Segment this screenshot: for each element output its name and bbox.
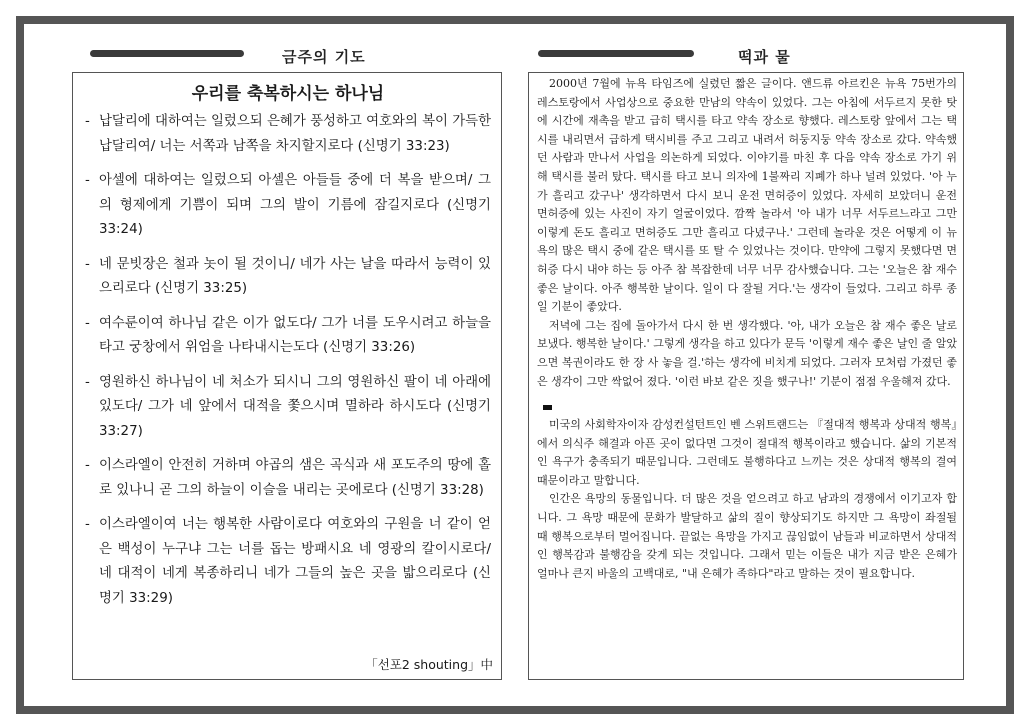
verse-text: 여수룬이여 하나님 같은 이가 없도다/ 그가 너를 도우시려고 하늘을 타고 궁창에서 위엄을 나타내시는도다 (신명기 33:26) [99,315,491,355]
verse-item [85,513,491,611]
source-citation: 「선포2 shouting」中 [365,657,493,672]
bullet-dash: - [85,315,90,331]
verse-text: 납달리에 대하여는 일렀으되 은혜가 풍성하고 여호와의 복이 가득한 납달리여/ 너는 서쪽과 남쪽을 차지할지로다 (신명기 33:23) [99,114,491,154]
verse-text: 네 문빗장은 철과 놋이 될 것이니/ 네가 사는 날을 따라서 능력이 있으리로다 (신명기 33:25) [99,256,491,296]
article-paragraph: 2000년 7월에 뉴욕 타임즈에 실렸던 짧은 글이다. 앤드류 아르킨은 뉴욕 75번가의 레스토랑에서 사업상으로 중요한 만남의 약속이 있었다. 그는 아침에 서두르지 못한 탓에 시간에 재촉을 받고 급히 택시를 타고 약속 장소로 향했다. 레스토랑 앞에서 그는 택시를 내리면서 급하게 택시비를 주고 그리고 내려서 허둥지둥 약속 장소로 갔다. 약속했던 사람과 만나서 사업을 의논하게 되었다. 이야기를 마친 후 다음 약속 장소로 가기 위해 택시를 불러 탔다. 택시를 타고 보니 의자에 1불짜리 지폐가 하나 널려 있었다. '아 누가 흘리고 갔구나' 생각하면서 다시 보니 운전 면허증이 있었다. 자세히 보았더니 운전 면허증에 있는 사진이 자기 얼굴이었다. 깜짝 놀라서 '아 내가 너무 서두르느라고 그만 이렇게 돈도 흘리고 면허증도 그만 흘리고 다녔구나.' 그런데 놀라운 것은 어떻게 이 뉴욕의 많은 택시 중에 같은 택시를 또 탈 수 있었나는 것이다. 만약에 그렇지 못했다면 면허증 다시 내야 하는 등 아주 참 복잡한데 너무 너무 감사했습니다. 그는 '오늘은 참 재수 좋은 날이다. 아주 행복한 날이다. 일이 다 잘될 거다.'는 생각이 들었다. 그리고 하루 종일 기분이 좋았다. [537,77,957,314]
bullet-dash: - [85,458,90,473]
verse-item [85,253,491,302]
article-box [528,72,964,680]
bullet-dash: - [85,374,90,390]
verse-text: 영원하신 하나님이 네 처소가 되시니 그의 영원하신 팔이 네 아래에 있도다/ 그가 네 앞에서 대적을 쫓으시며 멸하라 하시도다 (신명기 33:27) [99,374,491,439]
verse-item [85,169,491,243]
verse-item [85,371,491,445]
prayer-title: 우리를 축복하시는 하나님 [191,84,385,104]
verse-text: 이스라엘이여 너는 행복한 사람이로다 여호와의 구원을 너 같이 얻은 백성이 누구냐 그는 너를 돕는 방패시요 네 영광의 칼이시로다/ 네 대적이 네게 복종하리니 네가 그들의 높은 곳을 밟으리로다 (신명기 33:29) [99,517,491,606]
decorative-bar [90,50,244,57]
article-paragraph: 미국의 사회학자이자 감성컨설턴트인 벤 스위트랜드는 『절대적 행복과 상대적 행복』에서 의식주 해결과 아픈 곳이 없다면 그것이 절대적 행복이라고 했습니다. 삶의 기본적인 욕구가 충족되기 때문입니다. 그런데도 불행하다고 느끼는 것은 상대적 행복의 결여 때문이라고 말합니다. [537,418,957,487]
prayer-box [72,72,502,680]
bullet-dash: - [85,173,90,188]
article-paragraph: 저녁에 그는 집에 돌아가서 다시 한 번 생각했다. '아, 내가 오늘은 참 재수 좋은 날로 보냈다. 행복한 날이다.' 그렇게 생각을 하고 있다가 문득 '이렇게 재수 좋은 날인 줄 알았으면 복권이라도 한 장 사 놓을 걸.'하는 생각에 비치게 되었다. 그러자 모처럼 가졌던 좋은 생각이 그만 싹없어 졌다. '이런 바보 같은 짓을 했구나!' 기분이 점점 우울해져 갔다. [537,318,957,388]
article-paragraph: 인간은 욕망의 동물입니다. 더 많은 것을 얻으려고 하고 남과의 경쟁에서 이기고자 합니다. 그 욕망 때문에 문화가 발달하고 삶의 질이 향상되기도 하지만 그 욕망이 좌절될 때 행복으로부터 멀어집니다. 끝없는 욕망을 가지고 끊임없이 남들과 비교하면서 상대적인 행복감과 불행감을 갖게 되는 것입니다. 그래서 믿는 이들은 내가 지금 받은 은혜가 얼마나 큰지 바울의 고백대로, "내 은혜가 족하다"라고 말하는 것이 필요합니다. [537,492,957,580]
verse-item [85,312,491,361]
verse-text: 아셀에 대하여는 일렀으되 아셀은 아들들 중에 더 복을 받으며/ 그의 형제에게 기쁨이 되며 그의 발이 기름에 잠길지로다 (신명기 33:24) [99,173,491,237]
verse-text: 이스라엘이 안전히 거하며 야곱의 샘은 곡식과 새 포도주의 땅에 홀로 있나니 곧 그의 하늘이 이슬을 내리는 곳에로다 (신명기 33:28) [99,458,491,498]
bullet-dash: - [85,256,90,272]
section-title-prayer: 금주의 기도 [282,48,366,66]
verse-item [85,454,491,503]
bullet-dash: - [85,517,90,532]
section-title-bread-water: 떡과 물 [738,48,791,66]
verse-item [85,110,491,159]
page-frame [16,16,1014,714]
decorative-bar [538,50,694,57]
bullet-dash: - [85,114,90,129]
section-marker [543,405,552,410]
